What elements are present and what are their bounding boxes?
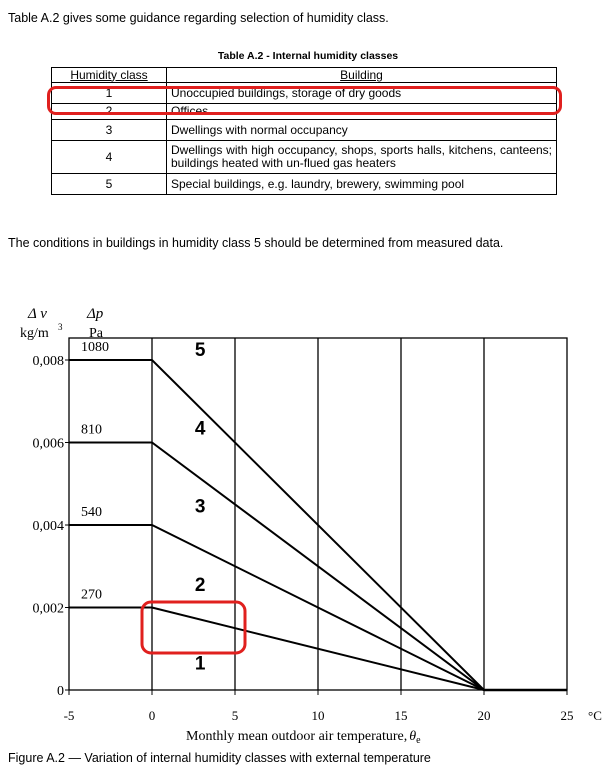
building-cell: Special buildings, e.g. laundry, brewery, swimming pool: [167, 174, 557, 195]
y-axis-label-right: Δp: [87, 306, 104, 322]
x-tick-label: 5: [231, 708, 239, 723]
region-label-1: 1: [194, 653, 206, 675]
x-tick-label: 10: [311, 708, 325, 723]
dp-label: 810: [81, 422, 102, 438]
intro-text: Table A.2 gives some guidance regarding selection of humidity class.: [8, 11, 389, 25]
x-tick-label: -5: [63, 708, 75, 723]
class-cell: 5: [52, 174, 167, 195]
class-cell: 3: [52, 120, 167, 141]
x-axis-label-symbol: θ: [409, 729, 417, 744]
y-axis-unit-left: kg/m: [20, 326, 49, 341]
region-label-3: 3: [194, 496, 206, 518]
x-tick-label: 20: [477, 708, 491, 723]
x-axis-label: [186, 729, 421, 746]
header-building: Building: [167, 68, 557, 83]
y-axis-unit-right: Pa: [89, 326, 103, 341]
y-tick-label: 0,006: [32, 436, 64, 452]
y-tick-label: 0,004: [32, 519, 64, 534]
dp-label: 1080: [81, 340, 109, 355]
x-axis-label-text: Monthly mean outdoor air temperature,: [186, 729, 408, 744]
region-label-4: 4: [194, 418, 206, 440]
table-caption: Table A.2 - Internal humidity classes: [217, 50, 399, 62]
chart-grid: [65, 338, 567, 695]
conditions-text: The conditions in buildings in humidity class 5 should be determined from measured data.: [8, 236, 504, 250]
y-tick-label: 0,002: [32, 601, 64, 617]
x-tick-label: 0: [148, 708, 156, 723]
dp-label: 540: [81, 505, 102, 520]
class-cell: 2: [52, 104, 167, 120]
region-label-5: 5: [194, 339, 206, 361]
dp-label: 270: [81, 587, 102, 603]
class-cell: 1: [52, 83, 167, 104]
building-cell: Dwellings with high occupancy, shops, sports halls, kitchens, canteens; buildings heated with un-flued gas heaters: [167, 141, 557, 174]
x-axis-unit: °C: [588, 708, 602, 723]
x-tick-label: 15: [394, 708, 408, 723]
building-cell: Offices: [167, 104, 557, 120]
building-cell: Dwellings with normal occupancy: [167, 120, 557, 141]
y-axis-label-left: Δ v: [28, 306, 47, 322]
region-label-2: 2: [194, 575, 206, 596]
header-humidity-class: Humidity class: [52, 68, 167, 83]
y-tick-label: 0,008: [32, 354, 64, 369]
figure-caption: Figure A.2 — Variation of internal humidity classes with external temperature: [8, 751, 431, 765]
y-tick-label: 0: [57, 684, 64, 699]
x-axis-label-subscript: e: [416, 735, 421, 746]
chart-tick-labels: [33, 340, 574, 723]
class-cell: 4: [52, 141, 167, 174]
y-axis-unit-left-sup: 3: [58, 322, 63, 332]
x-tick-label: 25: [560, 708, 574, 723]
building-cell: Unoccupied buildings, storage of dry goods: [167, 83, 557, 104]
chart-region-labels: [195, 340, 206, 675]
